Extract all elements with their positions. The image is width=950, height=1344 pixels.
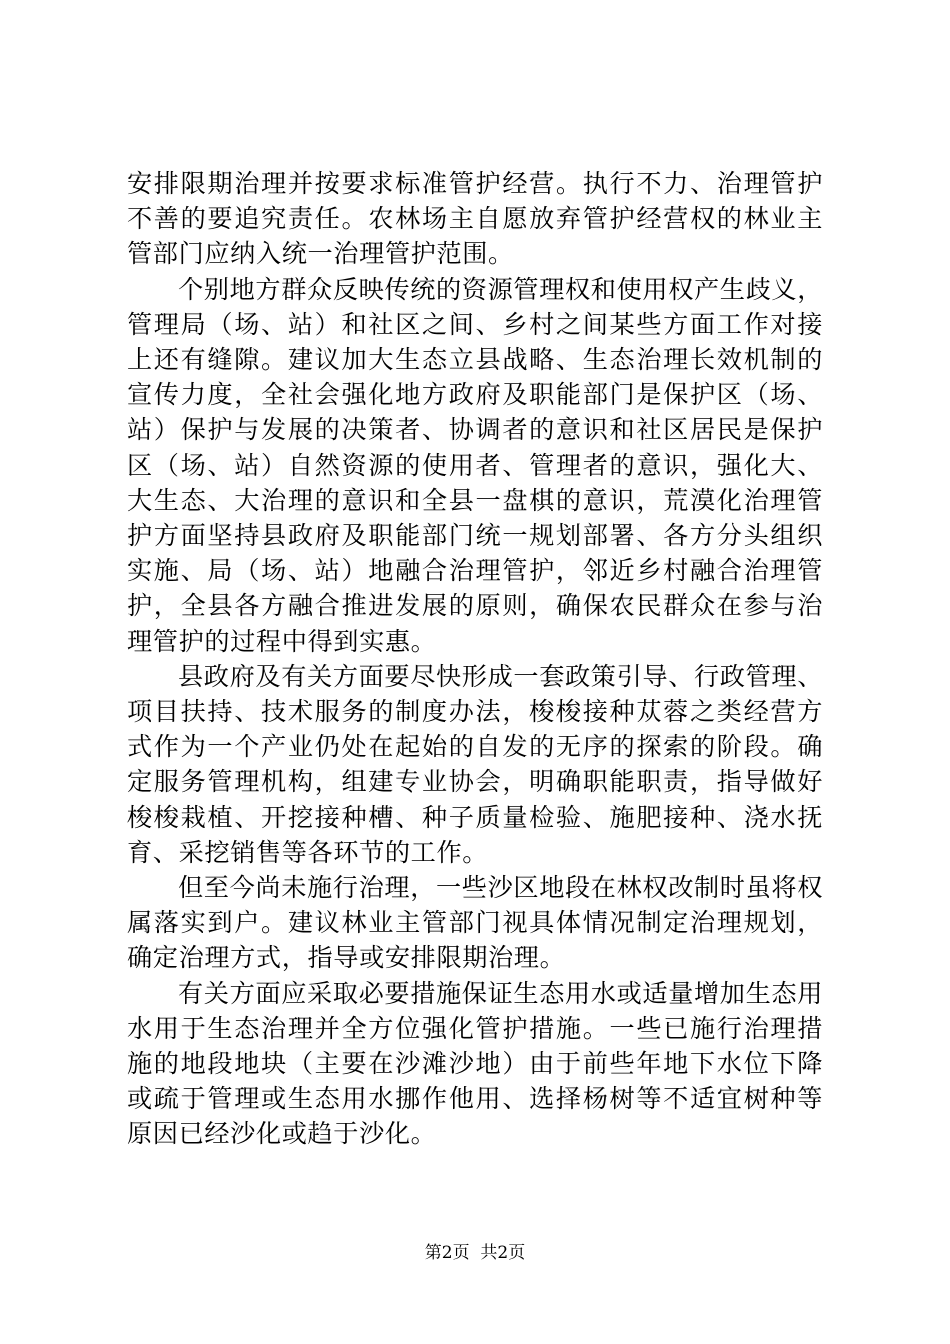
page-footer: [0, 1242, 950, 1264]
page-number: 第2页: [424, 1243, 470, 1263]
paragraph-5: 有关方面应采取必要措施保证生态用水或适量增加生态用水用于生态治理并全方位强化管护措施。一些已施行治理措施的地段地块（主要在沙滩沙地）由于前些年地下水位下降或疏于管理或生态用水挪作他用、选择杨树等不适宜树种等原因已经沙化或趋于沙化。: [127, 978, 823, 1149]
document-body: [127, 166, 823, 1152]
page-total: 共2页: [480, 1243, 526, 1263]
paragraph-2: 个别地方群众反映传统的资源管理权和使用权产生歧义，管理局（场、站）和社区之间、乡村之间某些方面工作对接上还有缝隙。建议加大生态立县战略、生态治理长效机制的宣传力度，全社会强化地方政府及职能部门是保护区（场、站）保护与发展的决策者、协调者的意识和社区居民是保护区（场、站）自然资源的使用者、管理者的意识，强化大、大生态、大治理的意识和全县一盘棋的意识，荒漠化治理管护方面坚持县政府及职能部门统一规划部署、各方分头组织实施、局（场、站）地融合治理管护，邻近乡村融合治理管护，全县各方融合推进发展的原则，确保农民群众在参与治理管护的过程中得到实惠。: [127, 274, 823, 656]
paragraph-1: 安排限期治理并按要求标准管护经营。执行不力、治理管护不善的要追究责任。农林场主自愿放弃管护经营权的林业主管部门应纳入统一治理管护范围。: [127, 169, 823, 269]
paragraph-4: 但至今尚未施行治理，一些沙区地段在林权改制时虽将权属落实到户。建议林业主管部门视具体情况制定治理规划，确定治理方式，指导或安排限期治理。: [127, 873, 823, 973]
paragraph-3: 县政府及有关方面要尽快形成一套政策引导、行政管理、项目扶持、技术服务的制度办法，梭梭接种苁蓉之类经营方式作为一个产业仍处在起始的自发的无序的探索的阶段。确定服务管理机构，组建专业协会，明确职能职责，指导做好梭梭栽植、开挖接种槽、种子质量检验、施肥接种、浇水抚育、采挖销售等各环节的工作。: [127, 661, 823, 867]
